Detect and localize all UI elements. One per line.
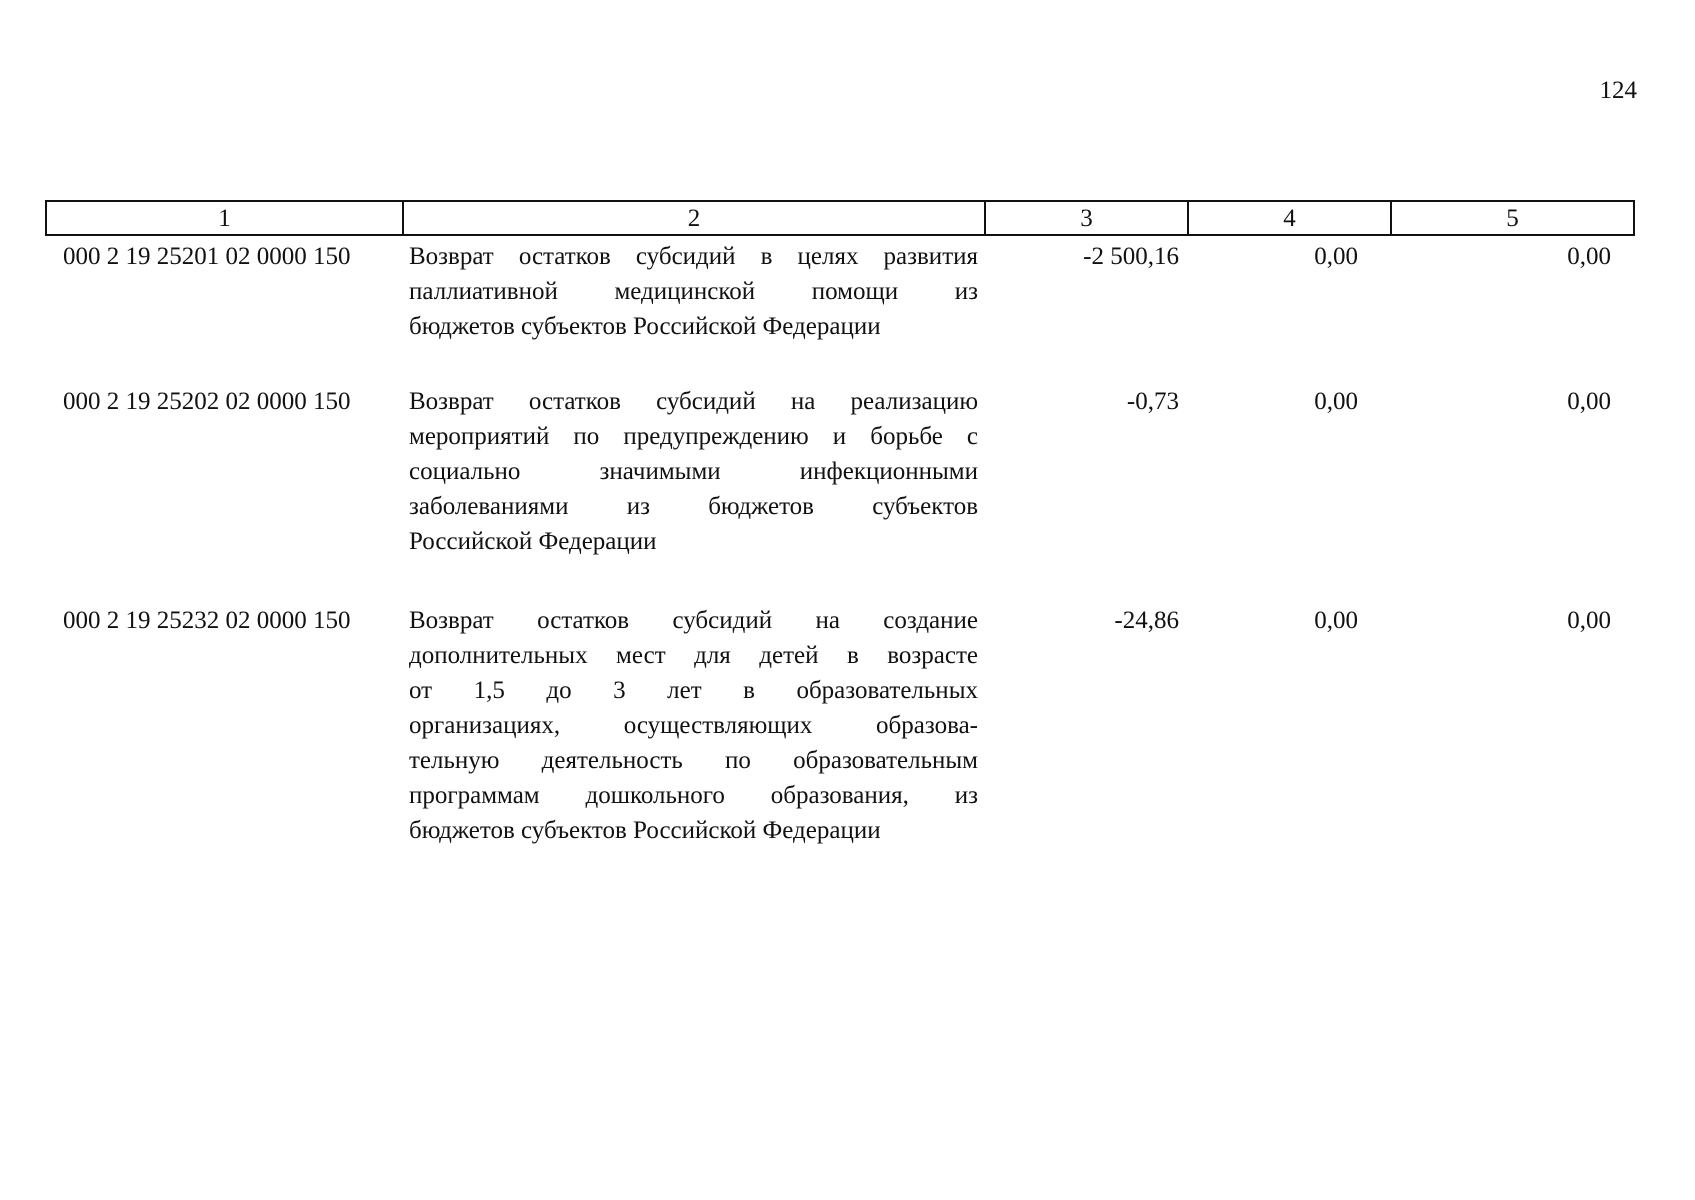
page-number: 124 <box>1599 77 1637 104</box>
description-line: программам дошкольного образования, из <box>409 782 978 809</box>
description-line: Возврат остатков субсидий на реализацию <box>409 388 978 415</box>
description-line: мероприятий по предупреждению и борьбе с <box>409 423 978 450</box>
row-code: 000 2 19 25232 02 0000 150 <box>63 607 351 634</box>
table-row <box>45 603 1635 843</box>
header-col-3: 3 <box>986 202 1189 234</box>
budget-table <box>45 200 1635 843</box>
row-value-col4: 0,00 <box>1314 607 1358 634</box>
table-row <box>45 239 1635 384</box>
description-line: тельную деятельность по образовательным <box>409 747 978 774</box>
row-value-col3: -24,86 <box>1114 607 1179 634</box>
row-value-col5: 0,00 <box>1567 388 1611 415</box>
row-value-col4: 0,00 <box>1314 243 1358 270</box>
description-line: заболеваниями из бюджетов субъектов <box>409 493 978 520</box>
row-description <box>402 603 984 843</box>
header-col-2: 2 <box>404 202 986 234</box>
header-col-1: 1 <box>47 202 404 234</box>
description-line: бюджетов субъектов Российской Федерации <box>409 817 881 844</box>
header-col-4: 4 <box>1189 202 1392 234</box>
table-header-row <box>45 200 1635 236</box>
row-code: 000 2 19 25202 02 0000 150 <box>63 388 351 415</box>
row-code: 000 2 19 25201 02 0000 150 <box>63 243 351 270</box>
row-description <box>402 239 984 384</box>
description-line: дополнительных мест для детей в возрасте <box>409 642 978 669</box>
row-value-col3: -0,73 <box>1126 388 1179 415</box>
row-value-col3: -2 500,16 <box>1083 243 1179 270</box>
description-line: Российской Федерации <box>409 528 657 555</box>
row-description <box>402 384 984 603</box>
description-line: от 1,5 до 3 лет в образовательных <box>409 677 978 704</box>
description-line: организациях, осуществляющих образова- <box>409 712 978 739</box>
description-line: бюджетов субъектов Российской Федерации <box>409 313 881 340</box>
row-value-col5: 0,00 <box>1567 243 1611 270</box>
header-col-5: 5 <box>1506 205 1519 232</box>
table-row <box>45 384 1635 603</box>
row-value-col5: 0,00 <box>1567 607 1611 634</box>
description-line: Возврат остатков субсидий на создание <box>409 607 978 634</box>
description-line: Возврат остатков субсидий в целях развития <box>409 243 978 270</box>
row-value-col4: 0,00 <box>1314 388 1358 415</box>
description-line: паллиативной медицинской помощи из <box>409 278 978 305</box>
description-line: социально значимыми инфекционными <box>409 458 978 485</box>
